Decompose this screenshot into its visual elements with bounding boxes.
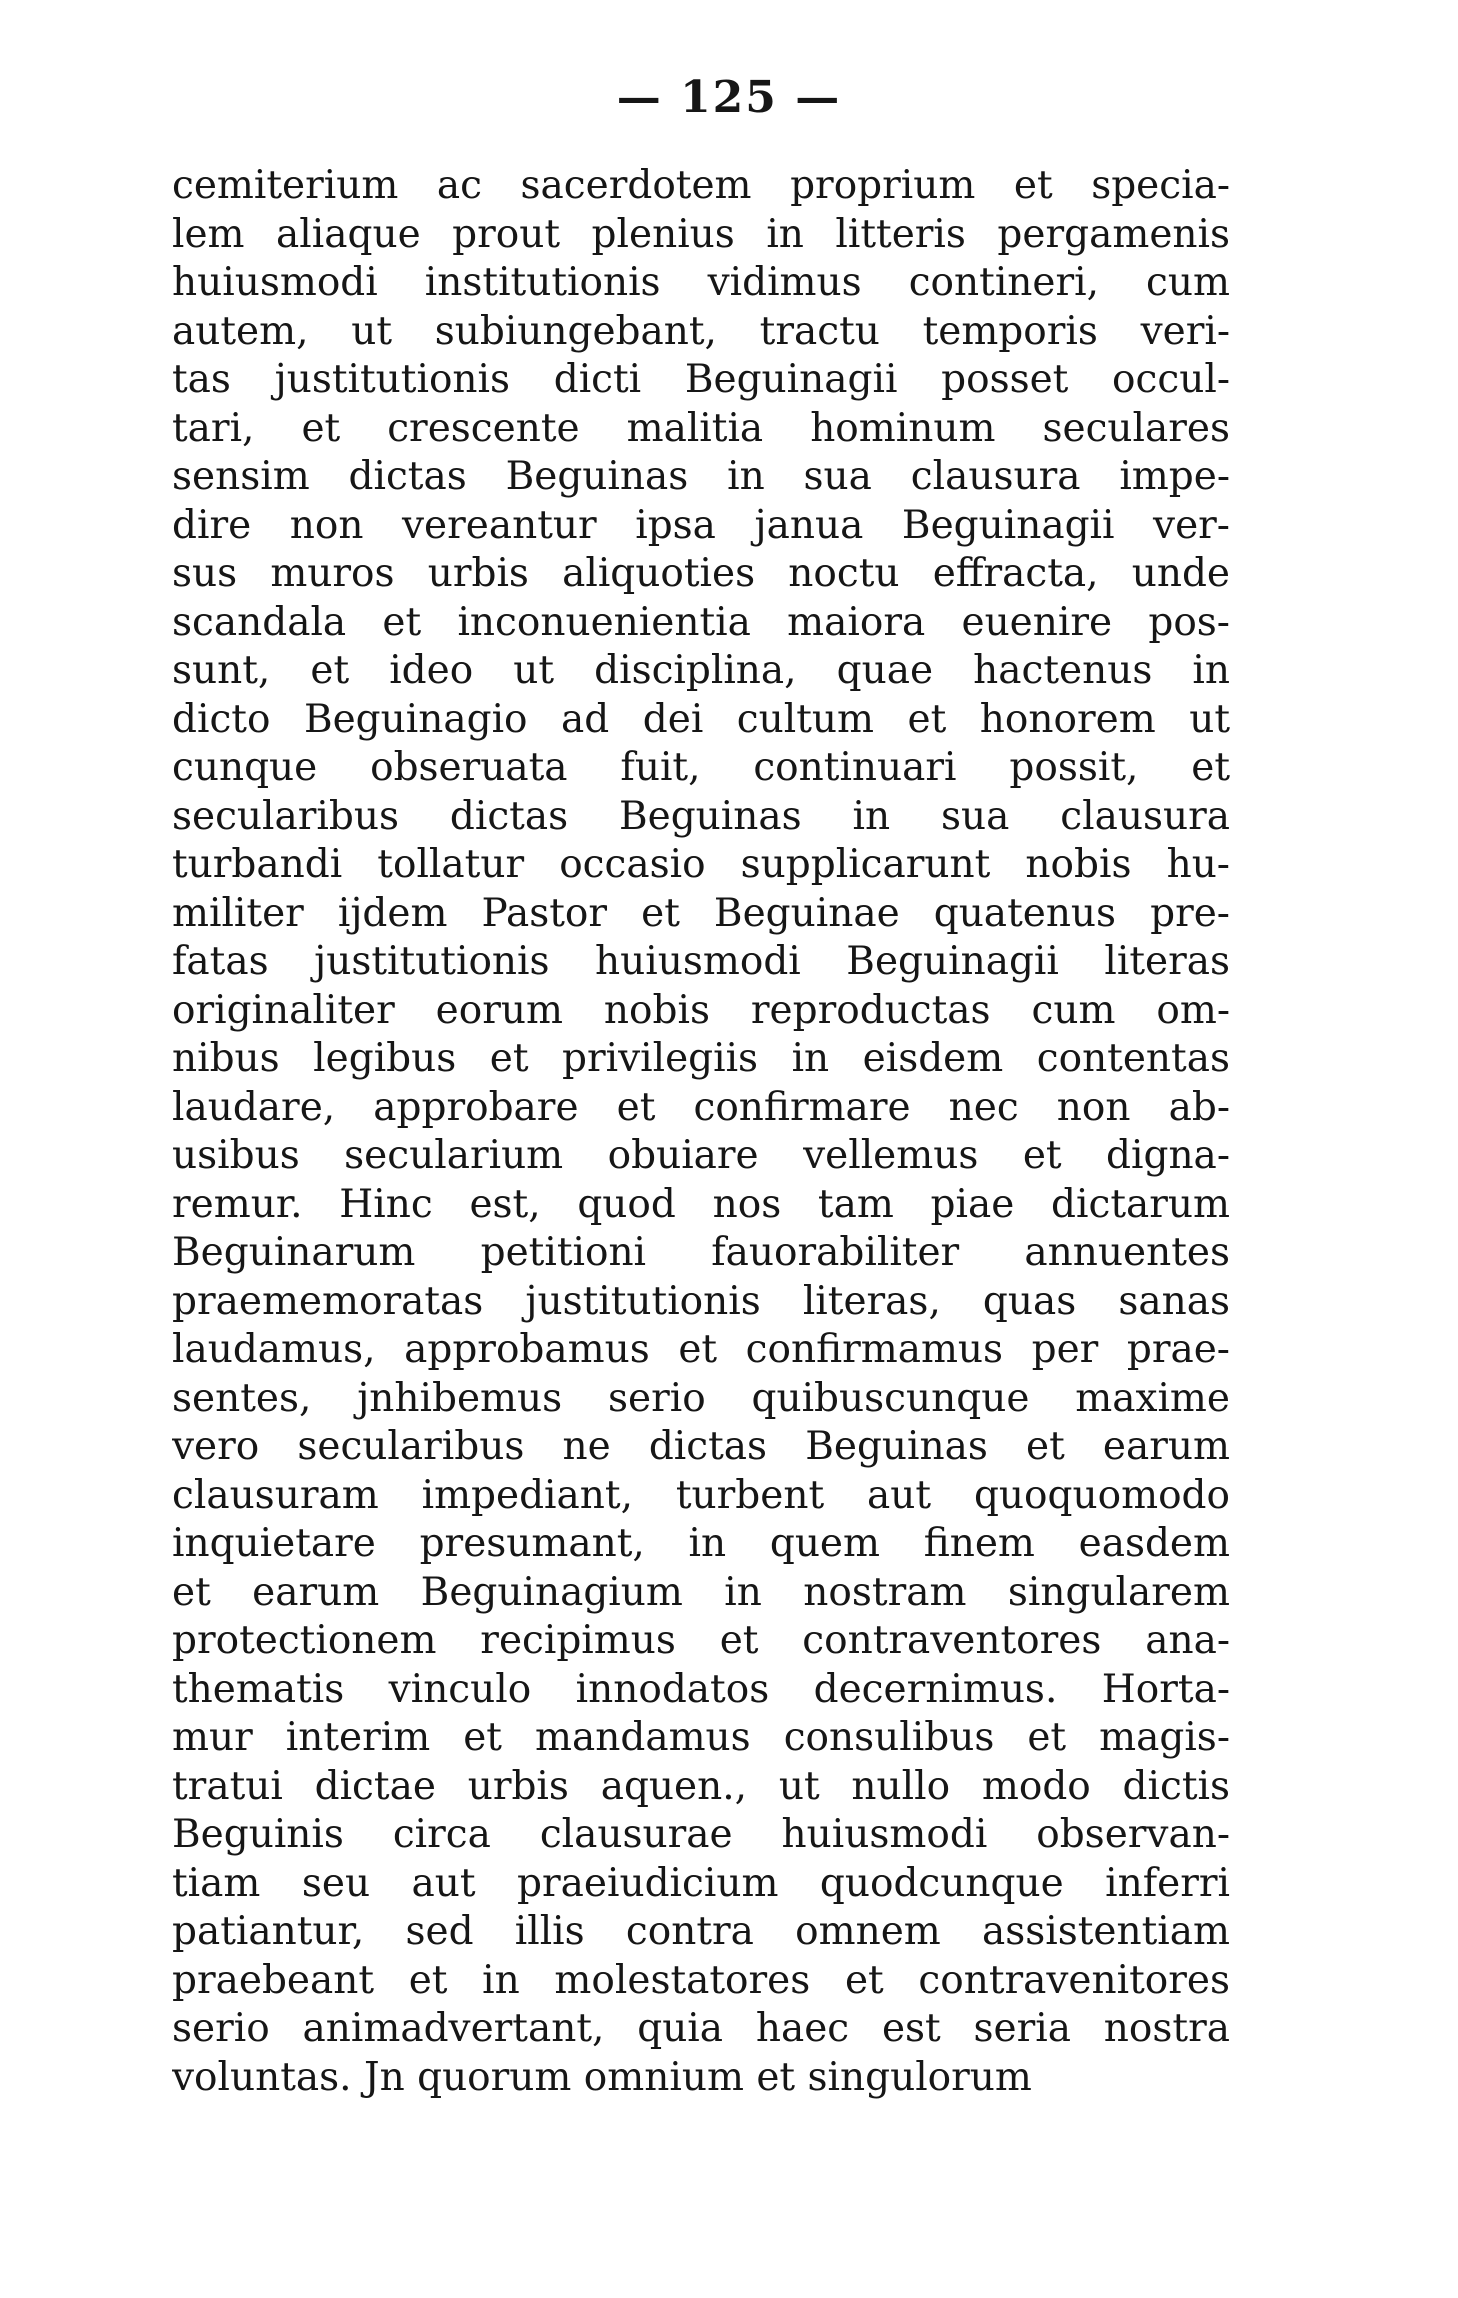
text-line: mur interim et mandamus consulibus et magis-	[172, 1715, 1230, 1760]
text-line: laudare, approbare et confirmare nec non ab-	[172, 1084, 1230, 1130]
text-line: usibus secularium obuiare vellemus et digna-	[172, 1133, 1230, 1178]
text-line: originaliter eorum nobis reproductas cum om-	[172, 987, 1230, 1033]
text-line: tratui dictae urbis aquen., ut nullo modo dictis	[172, 1763, 1230, 1809]
text-line: militer ijdem Pastor et Beguinae quatenus pre-	[172, 890, 1230, 936]
text-line: fatas justitutionis huiusmodi Beguinagii literas	[172, 939, 1230, 984]
text-line: thematis vinculo innodatos decernimus. Horta-	[172, 1666, 1230, 1712]
text-line: Beguinis circa clausurae huiusmodi observan-	[172, 1812, 1230, 1857]
text-line: praebeant et in molestatores et contravenitores	[172, 1957, 1230, 2003]
text-line: cunque obseruata fuit, continuari possit, et	[172, 745, 1230, 790]
text-line: clausuram impediant, turbent aut quoquomodo	[172, 1472, 1230, 1518]
text-line: tiam seu aut praeiudicium quodcunque inferri	[172, 1860, 1230, 1906]
text-line: nibus legibus et privilegiis in eisdem contentas	[172, 1036, 1230, 1081]
text-line: cemiterium ac sacerdotem proprium et specia-	[172, 163, 1230, 208]
body-text	[172, 162, 1230, 2102]
text-line: turbandi tollatur occasio supplicarunt nobis hu-	[172, 842, 1230, 887]
text-line: lem aliaque prout plenius in litteris pergamenis	[172, 211, 1230, 257]
text-line: laudamus, approbamus et confirmamus per prae-	[172, 1327, 1230, 1372]
text-line: dire non vereantur ipsa janua Beguinagii ver-	[172, 502, 1230, 548]
text-line: serio animadvertant, quia haec est seria nostra	[172, 2006, 1230, 2051]
text-line: scandala et inconuenientia maiora euenire pos-	[172, 599, 1230, 645]
text-line: secularibus dictas Beguinas in sua clausura	[172, 793, 1230, 839]
text-line: voluntas. Jn quorum omnium et singulorum	[172, 2054, 1032, 2100]
text-line: sensim dictas Beguinas in sua clausura impe-	[172, 454, 1230, 499]
text-line: sentes, jnhibemus serio quibuscunque maxime	[172, 1375, 1230, 1421]
text-line: autem, ut subiungebant, tractu temporis veri-	[172, 308, 1230, 354]
text-line: sus muros urbis aliquoties noctu effracta, unde	[172, 551, 1230, 596]
text-line: tari, et crescente malitia hominum seculares	[172, 405, 1230, 451]
text-line: protectionem recipimus et contraventores ana-	[172, 1618, 1230, 1663]
text-line: patiantur, sed illis contra omnem assistentiam	[172, 1909, 1230, 1954]
text-line: huiusmodi institutionis vidimus contineri, cum	[172, 260, 1230, 305]
text-line: tas justitutionis dicti Beguinagii posset occul-	[172, 357, 1230, 402]
text-line: inquietare presumant, in quem finem easdem	[172, 1521, 1230, 1566]
text-line: Beguinarum petitioni fauorabiliter annuentes	[172, 1230, 1230, 1275]
text-line: remur. Hinc est, quod nos tam piae dictarum	[172, 1181, 1230, 1227]
text-line: dicto Beguinagio ad dei cultum et honorem ut	[172, 696, 1230, 742]
text-line: et earum Beguinagium in nostram singularem	[172, 1569, 1230, 1615]
text-line: vero secularibus ne dictas Beguinas et earum	[172, 1424, 1230, 1469]
page-number: — 125 —	[616, 72, 842, 123]
text-line: sunt, et ideo ut disciplina, quae hactenus in	[172, 648, 1230, 693]
text-line: praememoratas justitutionis literas, quas sanas	[172, 1278, 1230, 1324]
